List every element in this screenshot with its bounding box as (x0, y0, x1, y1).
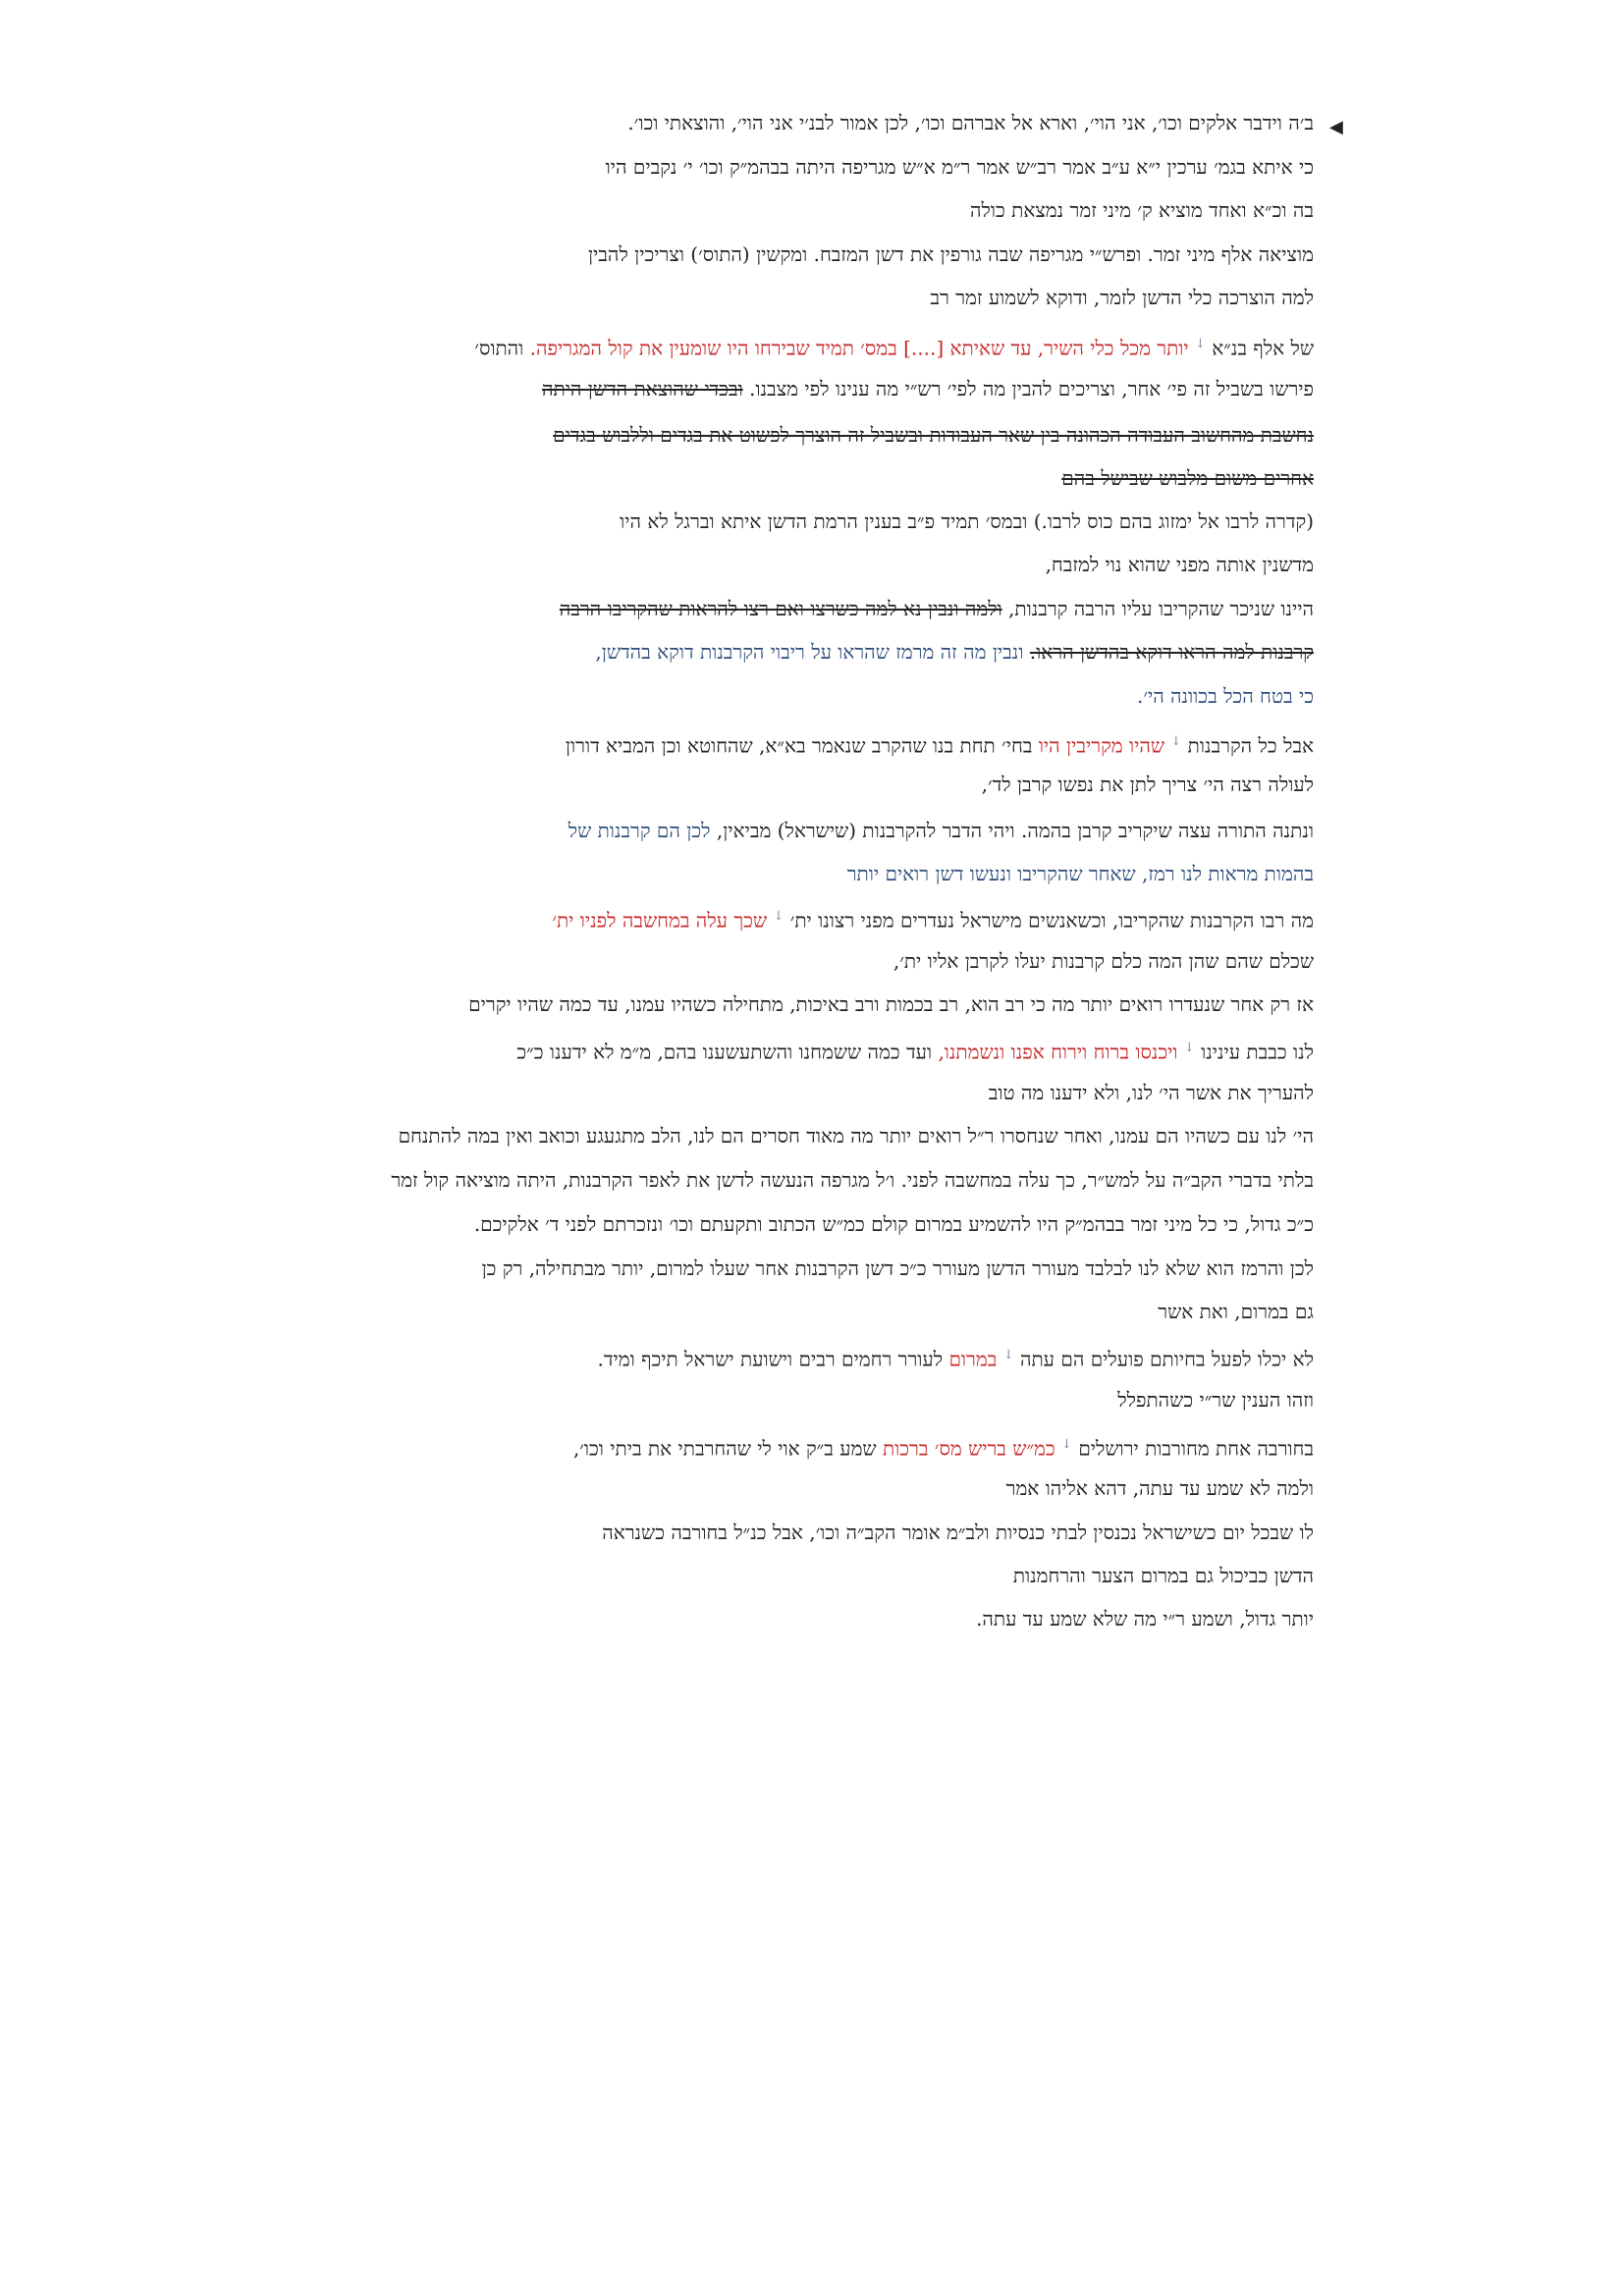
down-arrow-icon: ↓ (1183, 1041, 1195, 1055)
line-text: כי איתא בגמ׳ ערכין י״א ע״ב אמר רב״ש אמר ר״מ א״ש מגריפה היתה בבהמ״ק וכו׳ י׳ נקבים היו (605, 155, 1314, 179)
line-text: שמע ב״ק אוי לי שהחרבתי את ביתי וכו׳, (572, 1436, 877, 1461)
struck-text: נחשבת מהחשוב העבודה הכהונה בין שאר העבודות ובשביל זה הוצרך לפשוט את בגדים וללבוש בגדים (553, 423, 1314, 447)
line-28 (1158, 1299, 1314, 1324)
line-text: וזהו הענין שר״י כשהתפלל (1117, 1388, 1314, 1412)
line-text: מדשנין אותה מפני שהוא נוי למזבח, (1045, 553, 1314, 576)
line-17 (568, 818, 1314, 843)
line-9 (1061, 465, 1314, 491)
line-text: יותר גדול, ושמע ר״י מה שלא שמע עד עתה. (976, 1607, 1314, 1630)
line-text: אבל כל הקרבנות (1187, 733, 1314, 758)
line-12 (560, 596, 1314, 621)
line-text: הדשן כביכול גם במרום הצער והרחמנות (1012, 1564, 1314, 1587)
line-25 (391, 1167, 1314, 1193)
line-29 (598, 1343, 1314, 1372)
line-16 (982, 772, 1314, 797)
line-7 (542, 376, 1314, 401)
line-text: לעולה רצה הי׳ צריך לתן את נפשו קרבן לד׳, (981, 773, 1314, 796)
inserted-text-red: ויכנסו ברוח וירוח אפנו ונשמתנו, (938, 1040, 1178, 1064)
line-text: ונתנה התורה עצה שיקריב קרבן בהמה. ויהי הדבר להקרבנות (שישראל) מביאין, (716, 819, 1314, 842)
struck-text: אחרים משום מלבוש שבישל בהם (1061, 466, 1314, 490)
line-6 (474, 332, 1314, 361)
line-34 (1013, 1563, 1314, 1588)
line-35 (976, 1606, 1314, 1631)
line-text: והתוס׳ (474, 336, 524, 360)
line-24 (399, 1123, 1314, 1148)
down-arrow-icon: ↓ (1195, 337, 1206, 351)
inserted-text-red: יותר מכל כלי השיר, עד שאיתא [....] במס׳ תמיד שבירחו היו שומעין את קול המגריפה. (529, 336, 1189, 360)
line-text: כ״כ גדול, כי כל מיני זמר בבהמ״ק היו להשמיע במרום קולם כמ״ש הכתוב ותקעתם וכו׳ ונזכרתם לפני ד׳ אלקיכם. (473, 1212, 1314, 1236)
inserted-text-red: כמ״ש בריש מס׳ ברכות (882, 1436, 1055, 1461)
line-text: אז רק אחר שנעדרו רואים יותר מה כי רב הוא, רב בכמות ורב באיכות, מתחילה כשהיו עמנו, עד כמה שהיו יקרים (468, 992, 1314, 1016)
line-text: היינו שניכר שהקריבו עליו הרבה קרבנות, (1008, 597, 1314, 620)
line-text: בחי׳ תחת בנו שהקרב שנאמר בא״א, שהחוטא וכן המביא דורון (565, 733, 1033, 758)
line-text: הי׳ לנו עם כשהיו הם עמנו, ואחר שנחסרו ר״ל רואים יותר מה מאוד חסרים הם לנו, הלב מתגעגע וכואב ואין במה להתנחם (398, 1124, 1314, 1148)
line-3 (970, 197, 1314, 223)
line-text: פירשו בשביל זה פי׳ אחר, וצריכים להבין מה לפי׳ רש״י מה ענינו לפי מצבנו. (749, 377, 1314, 400)
struck-text: ובכדי שהוצאת הדשן היתה (541, 377, 743, 400)
line-text: בחורבה אחת מחורבות ירושלים (1078, 1436, 1314, 1461)
line-text: שכלם שהם שהן המה כלם קרבנות יעלו לקרבן אליו ית׳, (893, 949, 1314, 973)
inserted-text-red: במרום (948, 1347, 998, 1371)
line-8 (553, 422, 1314, 448)
line-text: מוציאה אלף מיני זמר. ופרש״י מגריפה שבה גורפין את דשן המזבח. ומקשין (התוס׳) וצריכין להבין (587, 242, 1314, 266)
line-text: (קדרה לרבו אל ימזוג בהם כוס לרבו.) ובמס׳ תמיד פ״ב בענין הרמת הדשן איתא וברגל לא היו (620, 509, 1314, 533)
line-21 (468, 991, 1314, 1017)
line-13 (595, 639, 1314, 665)
inserted-text-red: שכך עלה במחשבה לפניו ית׳ (552, 908, 768, 933)
line-text: לא יכלו לפעל בחיותם פועלים הם עתה (1019, 1347, 1314, 1371)
inserted-text-blue: כי בטח הכל בכוונה הי׳. (1136, 684, 1314, 708)
line-27 (482, 1255, 1314, 1281)
line-text: לו שבכל יום כשישראל נכנסין לבתי כנסיות ולב״מ אומר הקב״ה וכו׳, אבל כנ״ל בחורבה כשנראה (602, 1521, 1314, 1544)
line-18 (847, 861, 1314, 886)
line-5 (930, 285, 1314, 310)
line-text: למה הוצרכה כלי הדשן לזמר, ודוקא לשמוע זמר רב (930, 286, 1314, 309)
down-arrow-icon: ↓ (1061, 1437, 1072, 1452)
line-30 (1117, 1387, 1314, 1413)
line-23 (989, 1080, 1314, 1105)
line-text: ולמה לא שמע עד עתה, דהא אליהו אמר (1005, 1476, 1314, 1500)
line-text: לעורר רחמים רבים וישועת ישראל תיכף ומיד. (597, 1347, 944, 1371)
line-text: של אלף בנ״א (1212, 336, 1314, 360)
line-text: גם במרום, ואת אשר (1158, 1300, 1314, 1323)
line-15 (566, 729, 1314, 759)
line-text: ועד כמה ששמחנו והשתעשענו בהם, מ״מ לא ידענו כ״כ (516, 1040, 933, 1064)
line-text: בה וכ״א ואחד מוציא ק׳ מיני זמר נמצאת כולה (970, 198, 1314, 222)
line-text: מה רבו הקרבנות שהקריבו, וכשאנשים מישראל נעדרים מפני רצונו ית׳ (789, 908, 1314, 933)
down-arrow-icon: ↓ (773, 909, 784, 924)
line-text: ב׳ה וידבר אלקים וכו׳, אני הוי׳, וארא אל אברהם וכו׳, לכן אמור לבנ׳י אני הוי׳, והוצאתי וכו׳. (627, 111, 1314, 134)
line-10 (620, 508, 1314, 534)
line-14 (1137, 683, 1314, 709)
inserted-text-blue: בהמות מראות לנו רמז, שאחר שהקריבו ונעשו דשן רואים יותר (846, 862, 1314, 885)
line-text: להעריך את אשר הי׳ לנו, ולא ידענו מה טוב (988, 1081, 1314, 1104)
inserted-text-blue: לכן הם קרבנות של (568, 819, 711, 842)
line-22 (516, 1036, 1314, 1065)
line-33 (602, 1520, 1314, 1545)
line-4 (588, 241, 1314, 267)
line-1 (627, 110, 1314, 135)
left-triangle-bullet-icon: ◀ (1329, 117, 1343, 137)
line-31 (573, 1432, 1314, 1462)
line-2 (606, 154, 1314, 180)
inserted-text-blue: ונבין מה זה מרמז שהראו על ריבוי הקרבנות דוקא בהדשן, (595, 640, 1024, 664)
down-arrow-icon: ↓ (1002, 1348, 1014, 1362)
line-20 (893, 948, 1314, 974)
line-19 (552, 904, 1314, 934)
struck-text: קרבנות למה הראו דוקא בהדשן הראו. (1029, 640, 1314, 664)
inserted-text-red: שהיו מקריבין היו (1038, 733, 1165, 758)
line-text: לנו כבבת עינינו (1201, 1040, 1314, 1064)
struck-text: ולמה ונבין נא למה כשרצו ואם רצו להראות שהקריבו הרבה (559, 597, 1002, 620)
down-arrow-icon: ↓ (1170, 734, 1182, 749)
line-text: בלתי בדברי הקב״ה על למש״ר, כך עלה במחשבה לפני. ו׳ל מגרפה הנעשה לדשן את לאפר הקרבנות, היתה מוציאה קול זמר (391, 1168, 1314, 1192)
line-26 (474, 1211, 1314, 1237)
line-text: לכן והרמז הוא שלא לנו לבלבד מעורר הדשן מעורר כ״כ דשן הקרבנות אחר שעלו למרום, יותר מבתחילה, רק כן (481, 1256, 1314, 1280)
line-11 (1046, 552, 1314, 577)
line-32 (1006, 1475, 1314, 1501)
